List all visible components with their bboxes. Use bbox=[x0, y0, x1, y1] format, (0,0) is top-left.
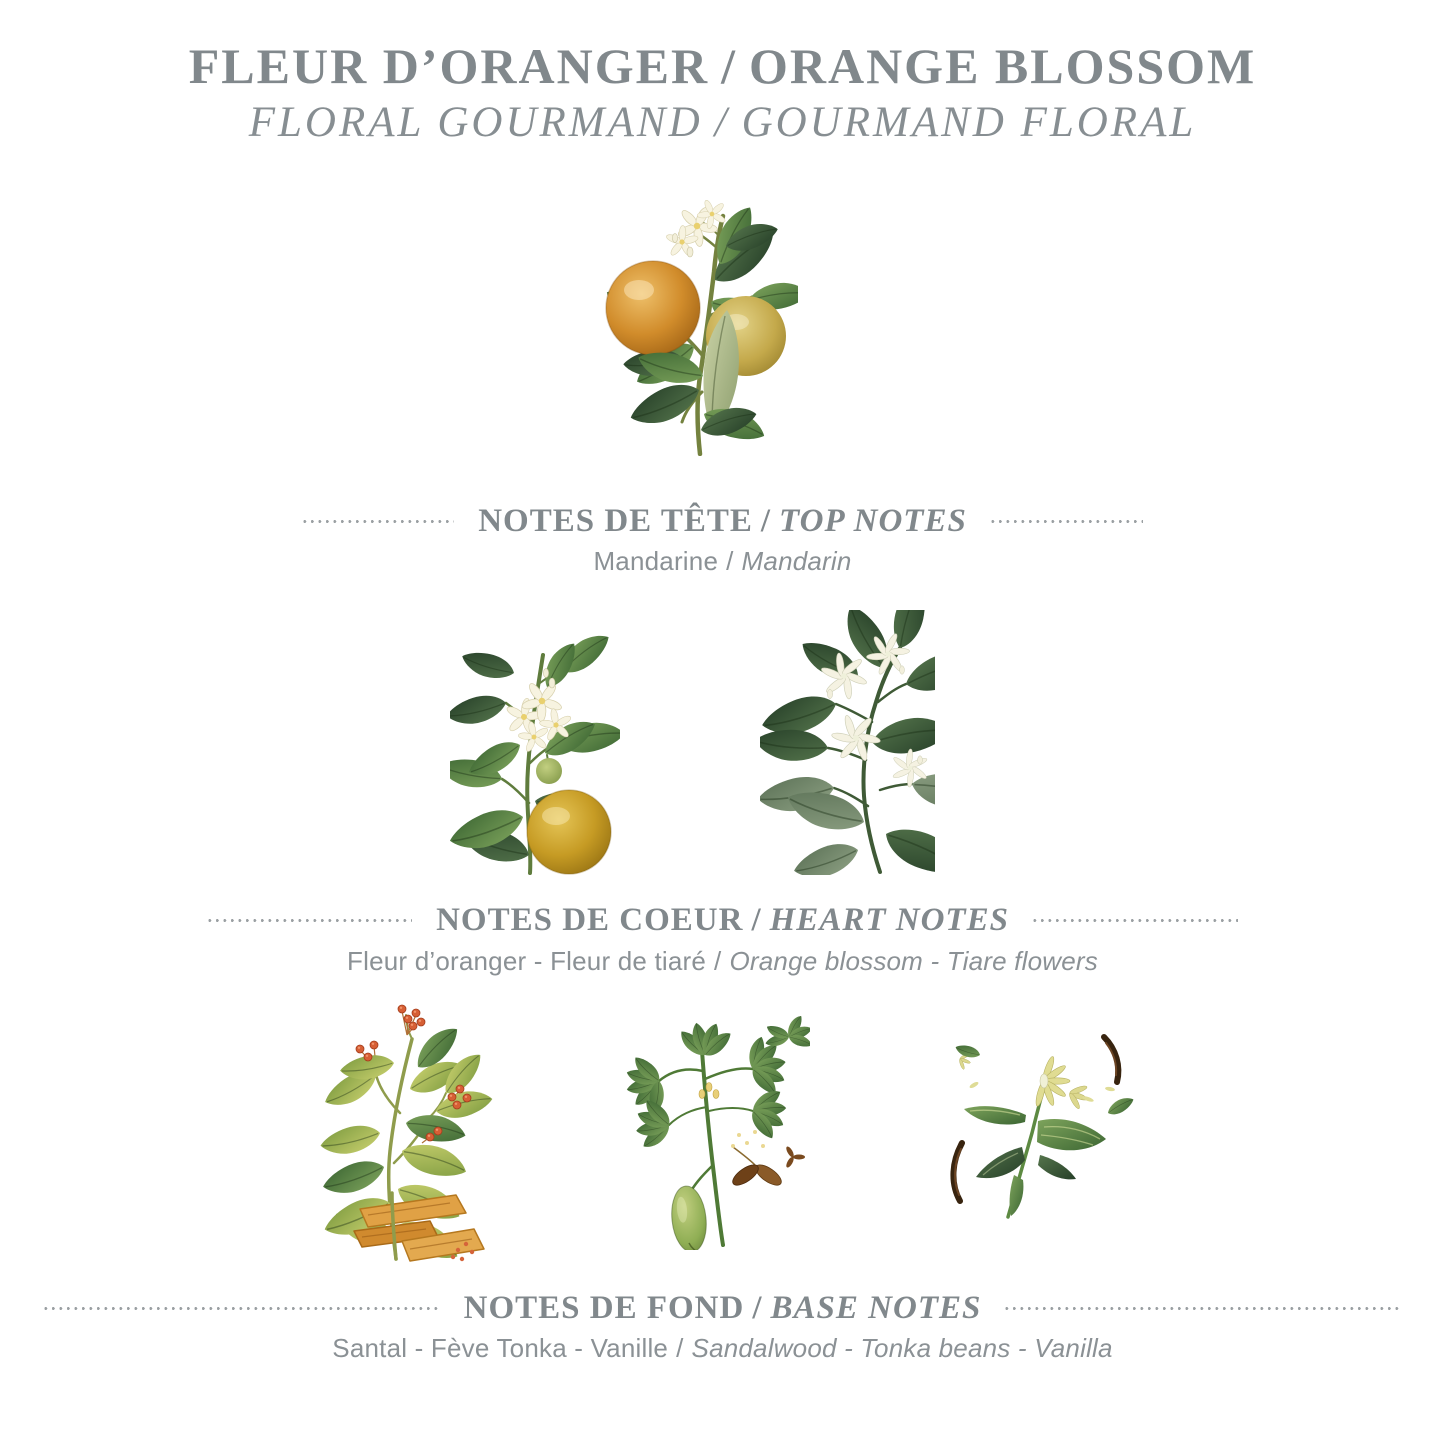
heart-notes-ingredients bbox=[0, 945, 1445, 979]
heading-english: BASE NOTES bbox=[770, 1289, 982, 1326]
heading-separator: / bbox=[751, 902, 762, 939]
heading-french: NOTES DE FOND bbox=[463, 1289, 745, 1326]
page-title bbox=[0, 40, 1445, 93]
ingredients-english: Orange blossom - Tiare flowers bbox=[729, 945, 1098, 976]
subtitle-separator: / bbox=[714, 98, 730, 146]
ingredients-separator: / bbox=[714, 945, 722, 976]
tonka-bean-plant-illustration bbox=[605, 1015, 810, 1250]
subtitle-english: GOURMAND FLORAL bbox=[741, 98, 1197, 146]
heart-notes-illustration-row bbox=[0, 603, 1415, 875]
dotted-rule-right bbox=[1005, 1307, 1401, 1310]
heading-separator: / bbox=[760, 502, 772, 539]
heading-english: HEART NOTES bbox=[769, 902, 1009, 939]
tiare-flower-branch-illustration bbox=[760, 610, 935, 875]
title-separator: / bbox=[721, 38, 737, 94]
section-heading-heart-notes bbox=[436, 901, 1009, 941]
subtitle-french: FLORAL GOURMAND bbox=[248, 98, 703, 146]
section-heading-top-notes bbox=[478, 502, 967, 542]
orange-blossom-branch-illustration bbox=[450, 603, 620, 875]
top-notes-illustration-row bbox=[0, 184, 1420, 456]
heading-french: NOTES DE COEUR bbox=[436, 902, 744, 939]
top-notes-ingredients bbox=[0, 545, 1445, 579]
dotted-rule-left bbox=[208, 919, 413, 922]
header bbox=[0, 40, 1445, 146]
ingredients-english: Sandalwood - Tonka beans - Vanilla bbox=[691, 1333, 1113, 1364]
dotted-rule-right bbox=[1033, 919, 1238, 922]
title-french: FLEUR D’ORANGER bbox=[188, 38, 710, 94]
ingredients-separator: / bbox=[726, 546, 734, 577]
page-subtitle bbox=[0, 99, 1445, 146]
vanilla-plant-illustration bbox=[920, 1025, 1135, 1220]
base-notes-illustration-row bbox=[0, 993, 1445, 1265]
ingredients-french: Fleur d’oranger - Fleur de tiaré bbox=[347, 945, 707, 976]
mandarin-orange-branch-illustration bbox=[598, 184, 798, 456]
dotted-rule-right bbox=[991, 520, 1143, 523]
base-notes-heading-row bbox=[44, 1289, 1402, 1329]
ingredients-french: Mandarine bbox=[593, 546, 719, 577]
ingredients-english: Mandarin bbox=[741, 546, 852, 577]
ingredients-french: Santal - Fève Tonka - Vanille bbox=[332, 1333, 669, 1364]
dotted-rule-left bbox=[303, 520, 455, 523]
heading-french: NOTES DE TÊTE bbox=[478, 502, 753, 539]
heart-notes-heading-row bbox=[208, 901, 1238, 941]
title-english: ORANGE BLOSSOM bbox=[748, 38, 1257, 94]
heading-separator: / bbox=[752, 1289, 763, 1326]
section-heading-base-notes bbox=[464, 1289, 982, 1329]
dotted-rule-left bbox=[44, 1307, 440, 1310]
top-notes-heading-row bbox=[303, 502, 1143, 542]
sandalwood-plant-illustration bbox=[310, 993, 495, 1265]
base-notes-ingredients bbox=[0, 1332, 1445, 1366]
heading-english: TOP NOTES bbox=[779, 502, 967, 539]
ingredients-separator: / bbox=[676, 1333, 684, 1364]
